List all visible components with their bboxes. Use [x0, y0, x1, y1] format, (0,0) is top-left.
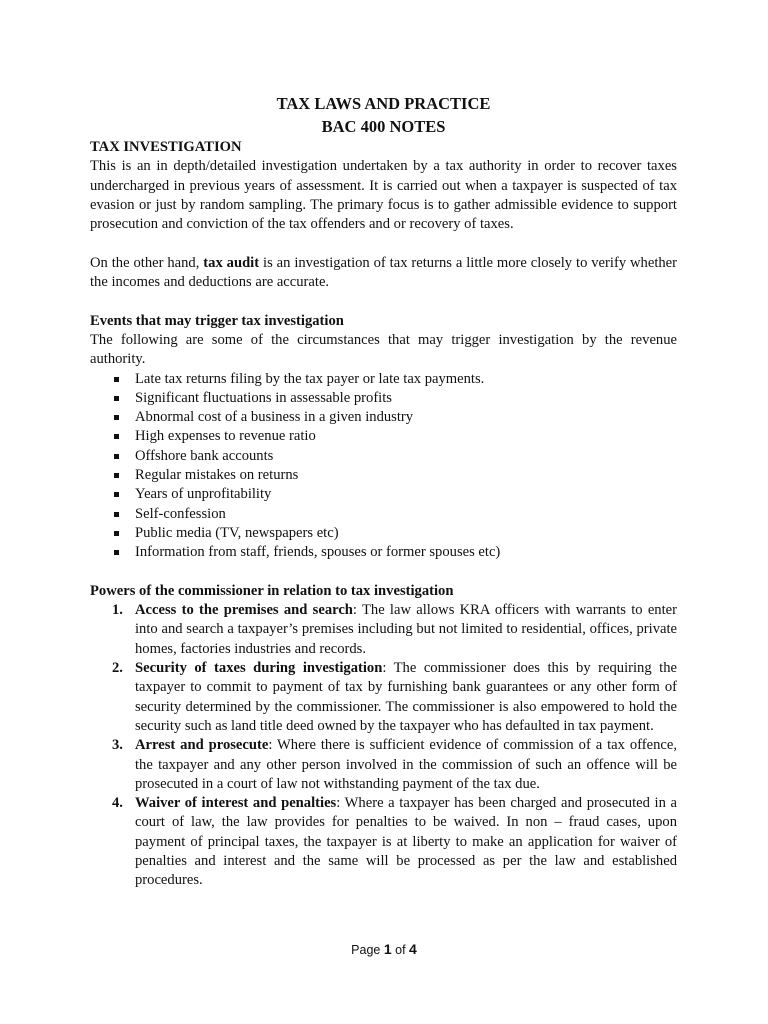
text-run: On the other hand,: [90, 254, 204, 271]
item-title: Security of taxes during investigation: [135, 660, 383, 677]
page-total: 4: [409, 941, 417, 957]
list-item: Years of unprofitability: [135, 485, 677, 504]
item-title: Waiver of interest and penalties: [135, 795, 337, 812]
item-number: 2.: [112, 660, 123, 677]
page-footer: [0, 941, 768, 957]
list-item: Public media (TV, newspapers etc): [135, 524, 677, 543]
of-label: of: [391, 943, 410, 957]
events-list: [90, 370, 677, 563]
document-page: [90, 92, 677, 891]
section-heading-events: Events that may trigger tax investigation: [90, 312, 344, 329]
list-item: Late tax returns filing by the tax payer or late tax payments.: [135, 370, 677, 389]
list-item: [112, 601, 677, 659]
item-number: 3.: [112, 737, 123, 754]
paragraph-events-intro: The following are some of the circumstances that may trigger investigation by the revenue authority.: [90, 331, 677, 368]
document-title: TAX LAWS AND PRACTICE: [276, 94, 491, 113]
text-run: is an investigation of tax returns a little more closely to verify whether the incomes and deductions are accurate.: [90, 254, 678, 291]
document-subtitle: BAC 400 NOTES: [321, 117, 446, 136]
list-item: [112, 794, 677, 890]
paragraph-tax-investigation: This is an in depth/detailed investigation undertaken by a tax authority in order to recover taxes undercharged in previous years of assessment. It is carried out when a taxpayer is suspected of tax evasion or just by random sampling. The primary focus is to gather admissible evidence to support prosecution and conviction of the tax offenders and or recovery of taxes.: [90, 158, 677, 233]
list-item: [112, 659, 677, 736]
item-title: Arrest and prosecute: [135, 737, 269, 754]
list-item: Offshore bank accounts: [135, 447, 677, 466]
powers-list: [90, 601, 677, 890]
item-text: : Where there is sufficient evidence of commission of a tax offence, the taxpayer and any other person involved in the commission of such an offence will be prosecuted in a court of law not withstanding payment of the tax due.: [135, 737, 677, 792]
item-text: : Where a taxpayer has been charged and prosecuted in a court of law, the law provides for penalties to be waived. In non – fraud cases, upon payment of principal taxes, the taxpayer is at liberty to make an application for waiver of penalties and interest and the same will be processed as per the law and established procedures.: [135, 795, 677, 889]
section-heading-tax-investigation: TAX INVESTIGATION: [90, 139, 242, 155]
bold-term-tax-audit: tax audit: [203, 254, 260, 271]
page-number: 1: [383, 941, 392, 957]
list-item: [112, 736, 677, 794]
item-number: 1.: [112, 602, 123, 619]
item-text: : The commissioner does this by requiring the taxpayer to commit to payment of tax by furnishing bank guarantees or any other form of security determined by the commissioner. The commissioner is also empowered to hold the security such as land title deed owned by the taxpayer who has defaulted in tax payment.: [135, 660, 677, 734]
list-item: Self-confession: [135, 505, 677, 524]
item-text: : The law allows KRA officers with warrants to enter into and search a taxpayer’s premises including but not limited to residential, offices, private homes, factories industries and records.: [135, 602, 677, 657]
list-item: Information from staff, friends, spouses or former spouses etc): [135, 543, 677, 562]
list-item: Significant fluctuations in assessable profits: [135, 389, 677, 408]
item-number: 4.: [112, 795, 123, 812]
section-heading-powers: Powers of the commissioner in relation to tax investigation: [90, 582, 454, 599]
item-title: Access to the premises and search: [135, 602, 353, 619]
list-item: Abnormal cost of a business in a given industry: [135, 408, 677, 427]
list-item: Regular mistakes on returns: [135, 466, 677, 485]
paragraph-tax-audit: [90, 254, 677, 293]
page-label: Page: [351, 943, 384, 957]
list-item: High expenses to revenue ratio: [135, 427, 677, 446]
